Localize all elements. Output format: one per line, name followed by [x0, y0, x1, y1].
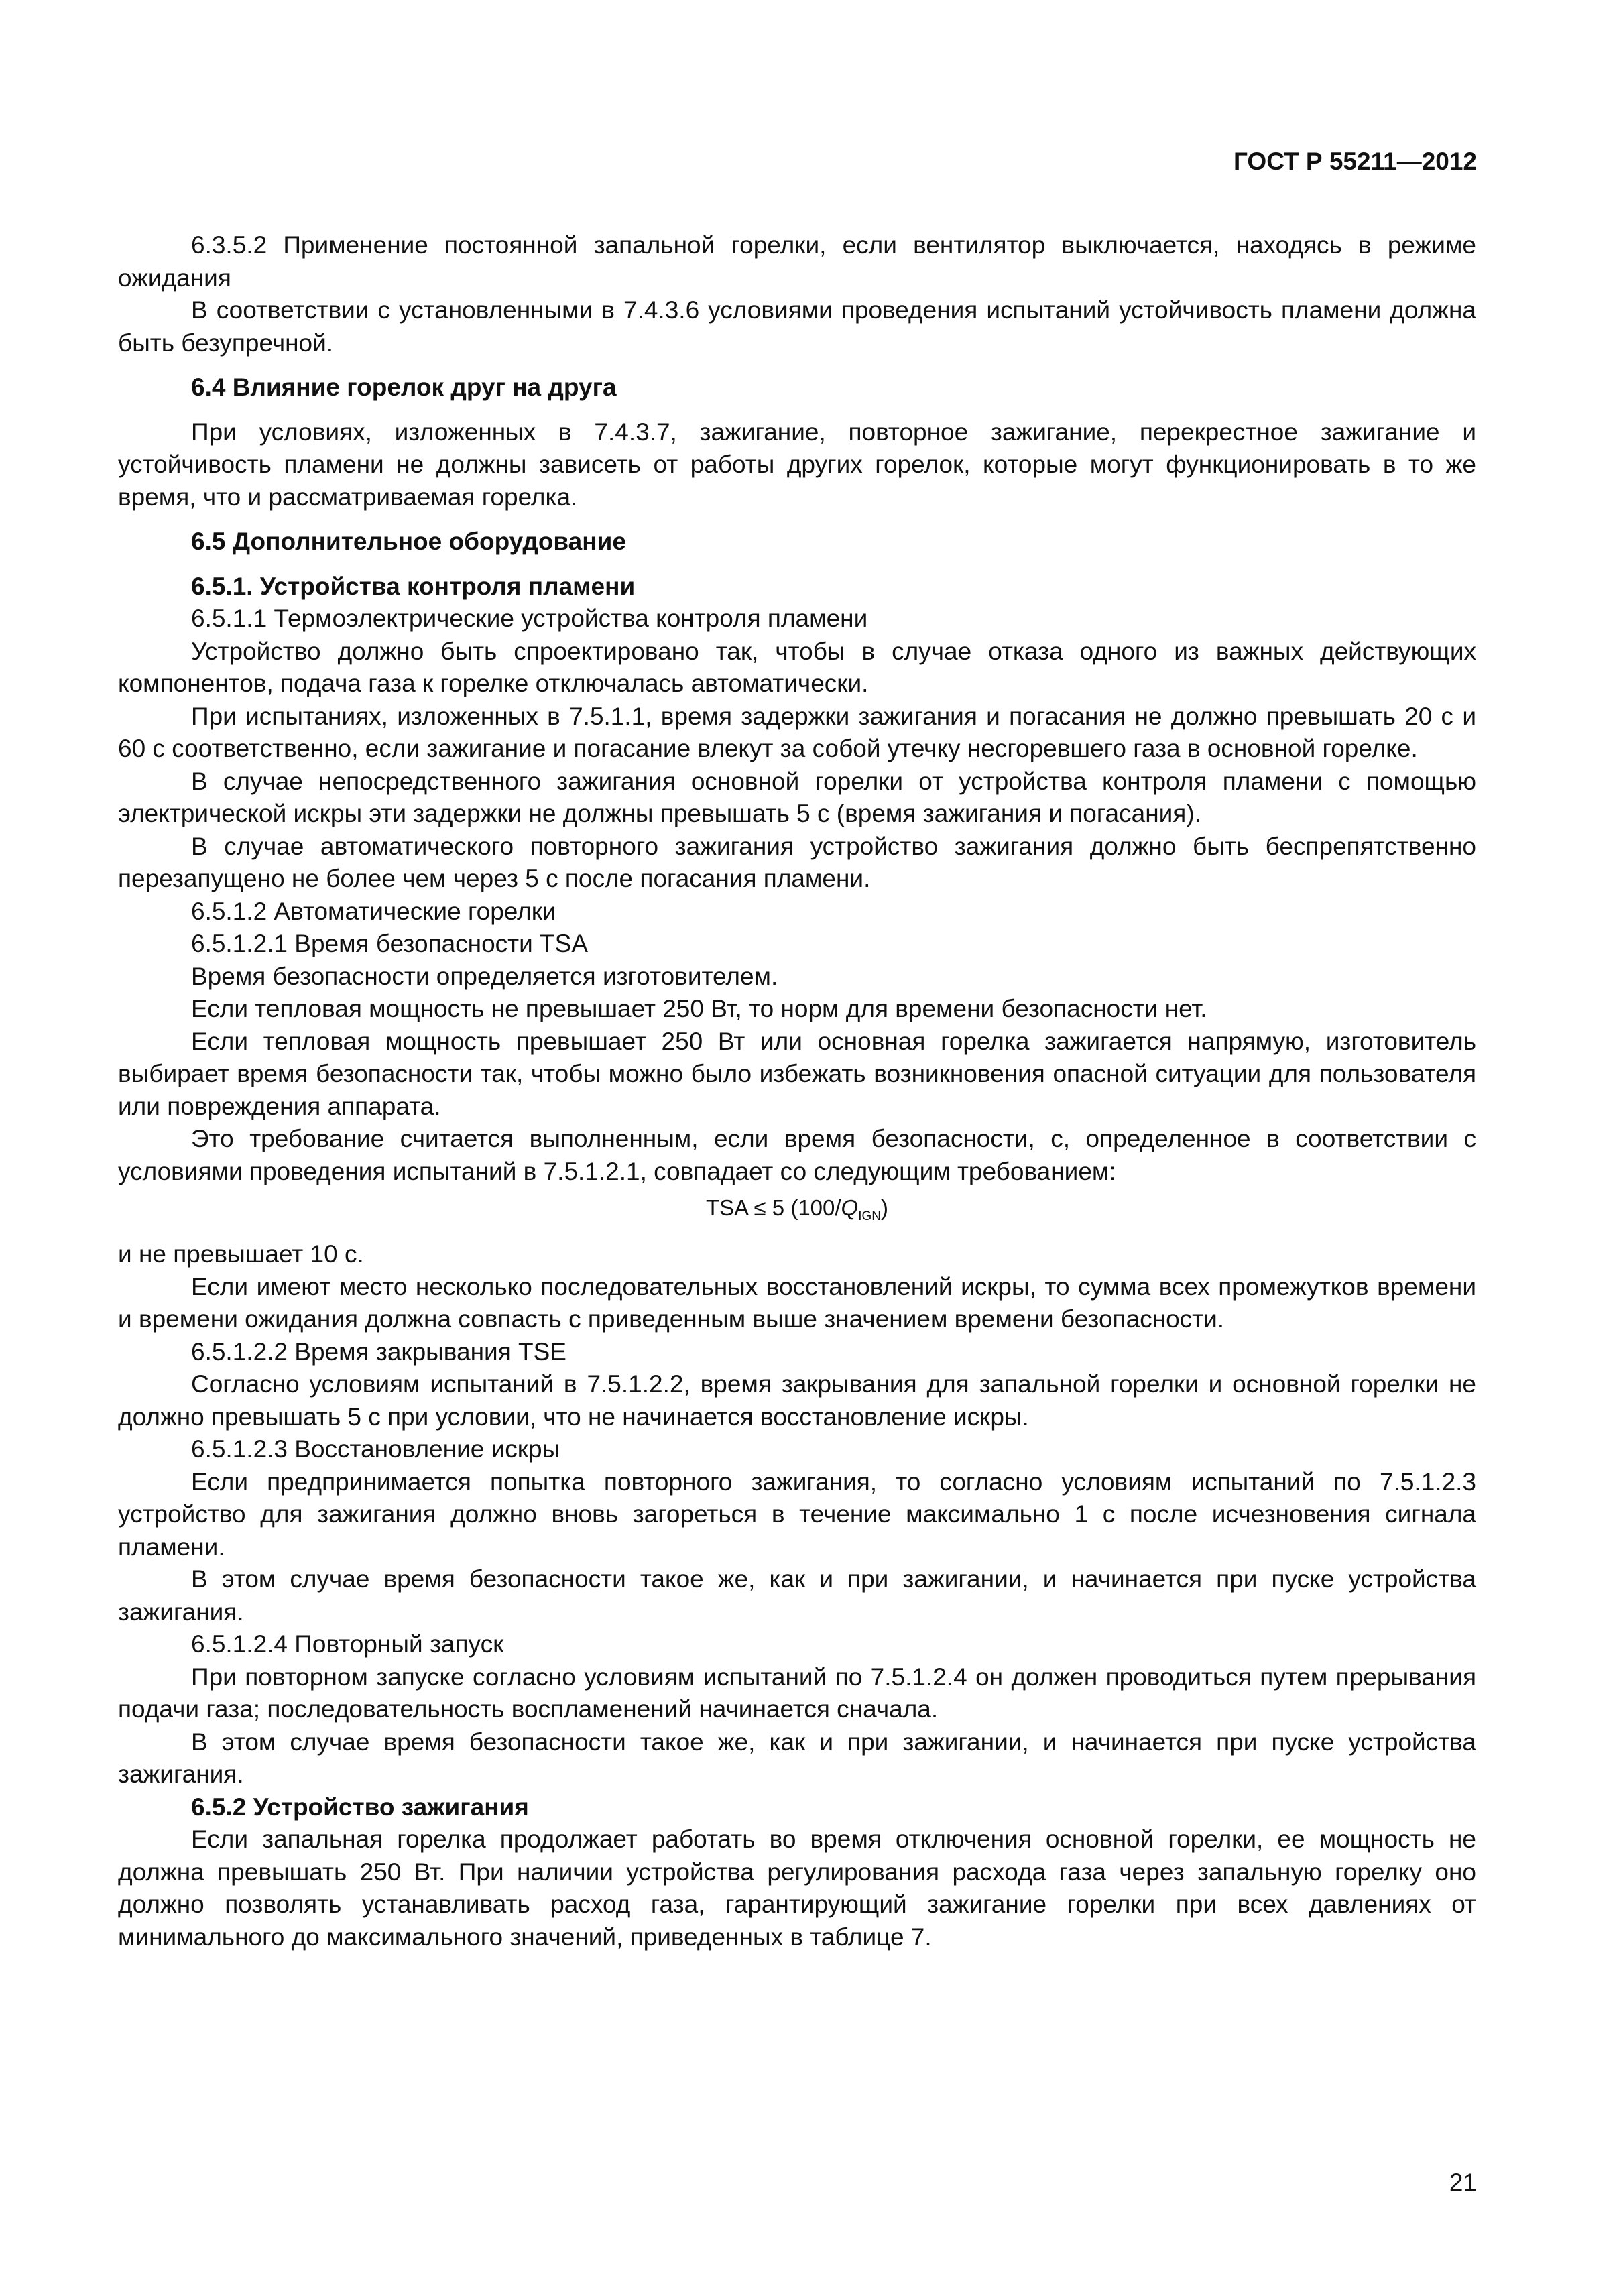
formula-variable: Q	[841, 1195, 859, 1220]
paragraph: Это требование считается выполненным, если время безопасности, с, определенное в соответствии с условиями проведения испытаний в 7.5.1.2.1, совпадает со следующим требованием:	[118, 1125, 1476, 1185]
paragraph: Устройство должно быть спроектировано так, чтобы в случае отказа одного из важных действующих компонентов, подача газа к горелке отключалась автоматически.	[118, 637, 1476, 697]
paragraph: 6.5.1.2.1 Время безопасности TSA	[191, 930, 589, 957]
paragraph: Если запальная горелка продолжает работать во время отключения основной горелки, ее мощность не должна превышать 250 Вт. При наличии устройства регулирования расхода газа через запальную горелку оно должно позволять устанавливать расход газа, гарантирующий зажигание горелки при всех давлениях от минимального до максимального значений, приведенных в таблице 7.	[118, 1825, 1476, 1951]
paragraph: Согласно условиям испытаний в 7.5.1.2.2, время закрывания для запальной горелки и основной горелки не должно превышать 5 с при условии, что не начинается восстановление искры.	[118, 1370, 1476, 1431]
paragraph: 6.5.1.2.3 Восстановление искры	[191, 1435, 560, 1463]
paragraph: Если предпринимается попытка повторного зажигания, то согласно условиям испытаний по 7.5.1.2.3 устройство для зажигания должно вновь загореться в течение максимально 1 с после исчезновения сигнала пламени.	[118, 1467, 1476, 1561]
paragraph: В случае автоматического повторного зажигания устройство зажигания должно быть беспрепятственно перезапущено не более чем через 5 с после погасания пламени.	[118, 832, 1476, 892]
paragraph: В этом случае время безопасности такое же, как и при зажигании, и начинается при пуске устройства зажигания.	[118, 1728, 1476, 1788]
formula-subscript: IGN	[858, 1209, 881, 1223]
paragraph: Если тепловая мощность не превышает 250 Вт, то норм для времени безопасности нет.	[191, 995, 1207, 1022]
paragraph: В этом случае время безопасности такое же, как и при зажигании, и начинается при пуске устройства зажигания.	[118, 1565, 1476, 1626]
paragraph: 6.3.5.2 Применение постоянной запальной горелки, если вентилятор выключается, находясь в режиме ожидания	[118, 231, 1476, 292]
paragraph: Если тепловая мощность превышает 250 Вт или основная горелка зажигается напрямую, изготовитель выбирает время безопасности так, чтобы можно было избежать возникновения опасной ситуации для пользователя или повреждения аппарата.	[118, 1027, 1476, 1120]
formula-tsa	[118, 1191, 1476, 1234]
paragraph: При повторном запуске согласно условиям испытаний по 7.5.1.2.4 он должен проводиться путем прерывания подачи газа; последовательность воспламенений начинается сначала.	[118, 1663, 1476, 1723]
subsection-heading: 6.5.2 Устройство зажигания	[191, 1793, 529, 1821]
paragraph: При испытаниях, изложенных в 7.5.1.1, время задержки зажигания и погасания не должно превышать 20 с и 60 с соответственно, если зажигание и погасание влекут за собой утечку несгоревшего газа в основной горелке.	[118, 702, 1476, 762]
section-heading: 6.4 Влияние горелок друг на друга	[191, 373, 617, 401]
paragraph: Время безопасности определяется изготовителем.	[191, 962, 778, 990]
paragraph: При условиях, изложенных в 7.4.3.7, зажигание, повторное зажигание, перекрестное зажигание и устойчивость пламени не должны зависеть от работы других горелок, которые могут функционировать в то же время, что и рассматриваемая горелка.	[118, 418, 1476, 511]
paragraph: В случае непосредственного зажигания основной горелки от устройства контроля пламени с помощью электрической искры эти задержки не должны превышать 5 с (время зажигания и погасания).	[118, 767, 1476, 827]
paragraph: Если имеют место несколько последовательных восстановлений искры, то сумма всех промежутков времени и времени ожидания должна совпасть с приведенным выше значением времени безопасности.	[118, 1272, 1476, 1333]
formula-suffix: )	[881, 1195, 888, 1220]
paragraph: В соответствии с установленными в 7.4.3.6 условиями проведения испытаний устойчивость пламени должна быть безупречной.	[118, 296, 1476, 357]
document-code-header: ГОСТ Р 55211—2012	[1233, 147, 1477, 175]
paragraph: 6.5.1.2 Автоматические горелки	[191, 897, 556, 925]
subsection-heading: 6.5.1. Устройства контроля пламени	[191, 572, 636, 600]
section-heading: 6.5 Дополнительное оборудование	[191, 528, 626, 555]
paragraph: 6.5.1.2.2 Время закрывания TSE	[191, 1337, 566, 1366]
paragraph: 6.5.1.1 Термоэлектрические устройства контроля пламени	[191, 605, 868, 632]
page-number: 21	[1449, 2169, 1477, 2196]
paragraph: 6.5.1.2.4 Повторный запуск	[191, 1630, 504, 1658]
formula-prefix: TSA ≤ 5 (100/	[706, 1195, 841, 1220]
paragraph: и не превышает 10 с.	[118, 1240, 364, 1268]
document-body	[118, 229, 1476, 1953]
